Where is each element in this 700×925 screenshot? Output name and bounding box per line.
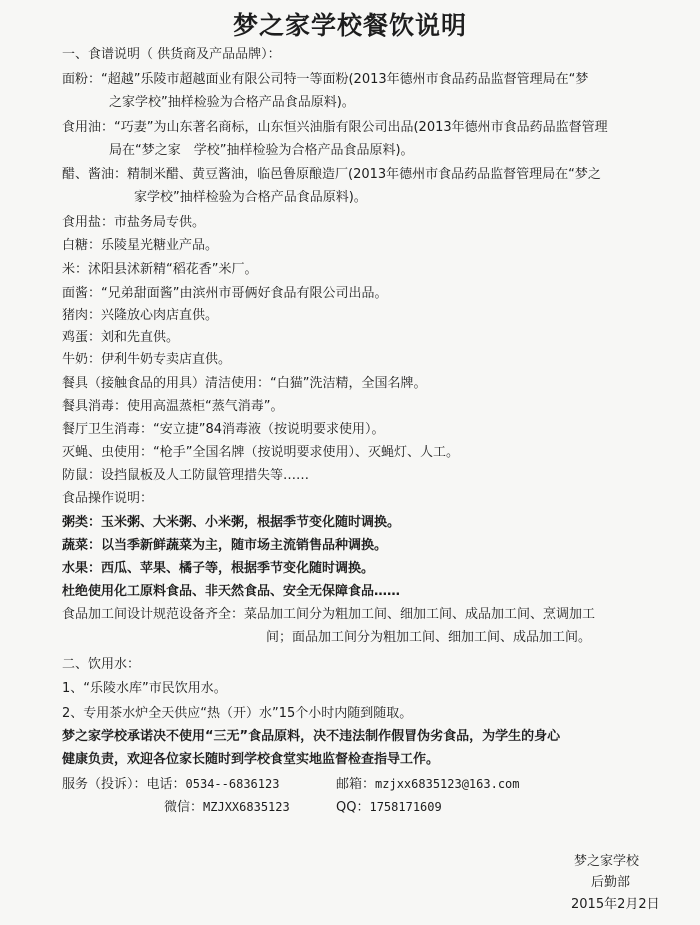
qq-number: 1758171609 [369, 800, 442, 814]
rats-line: 防鼠：设挡鼠板及人工防鼠管理措失等…… [62, 468, 310, 483]
ops-heading: 食品操作说明： [62, 491, 154, 506]
qq-label: QQ： [336, 800, 370, 815]
oil-line-1: 食用油：“巧妻”为山东著名商标，山东恒兴油脂有限公司出品(2013年德州市食品药品监督管理 [62, 120, 608, 135]
phone-number: 0534--6836123 [185, 777, 280, 791]
fruit-line: 水果：西瓜、苹果、橘子等，根据季节变化随时调换。 [62, 561, 375, 576]
wechat-id: MZJXX6835123 [203, 800, 290, 814]
qq-row [336, 799, 442, 816]
contact-row-1 [62, 776, 279, 793]
water-item-2: 2、专用茶水炉全天供应“热（开）水”15个小时内随到随取。 [62, 706, 413, 721]
signature-dept: 后勤部 [591, 875, 631, 890]
signature-org: 梦之家学校 [574, 854, 640, 869]
hall-disinfect-line: 餐厅卫生消毒：“安立捷”84消毒液（按说明要求使用）。 [62, 422, 385, 437]
flies-line: 灭蝇、虫使用：“枪手”全国名牌（按说明要求使用）、灭蝇灯、人工。 [62, 445, 459, 460]
vinegar-line-2: 家学校”抽样检验为合格产品食品原料)。 [134, 190, 367, 205]
email-row [336, 776, 520, 793]
milk-line: 牛奶：伊利牛奶专卖店直供。 [62, 352, 232, 367]
wechat-row [164, 799, 290, 816]
vegetables-line: 蔬菜：以当季新鲜蔬菜为主，随市场主流销售品种调换。 [62, 538, 388, 553]
egg-line: 鸡蛋：刘和先直供。 [62, 330, 180, 345]
salt-line: 食用盐：市盐务局专供。 [62, 215, 206, 230]
promise-line-2: 健康负责，欢迎各位家长随时到学校食堂实地监督检查指导工作。 [62, 752, 440, 767]
sauce-line: 面酱：“兄弟甜面酱”由滨州市哥俩好食品有限公司出品。 [62, 286, 388, 301]
email-label: 邮箱： [336, 777, 376, 792]
page-title: 梦之家学校餐饮说明 [232, 11, 467, 40]
flour-line-1: 面粉：“超越”乐陵市超越面业有限公司特一等面粉(2013年德州市食品药品监督管理局在“梦 [62, 72, 589, 87]
vinegar-line-1: 醋、酱油：精制米醋、黄豆酱油，临邑鲁原酿造厂(2013年德州市食品药品监督管理局在“梦之 [62, 167, 601, 182]
signature-date: 2015年2月2日 [571, 897, 660, 912]
tableware-clean-line: 餐具（接触食品的用具）清洁使用：“白猫”洗洁精，全国名牌。 [62, 376, 427, 391]
pork-line: 猪肉：兴隆放心肉店直供。 [62, 308, 219, 323]
tableware-disinfect-line: 餐具消毒：使用高温蒸柜“蒸气消毒”。 [62, 399, 284, 414]
section1-heading: 一、食谱说明（ 供货商及产品品牌）： [62, 47, 281, 62]
processing-line-2: 间；面品加工间分为粗加工间、细加工间、成品加工间。 [266, 630, 592, 645]
rice-line: 米：沭阳县沭新精“稻花香”米厂。 [62, 262, 258, 277]
sugar-line: 白糖：乐陵星光糖业产品。 [62, 238, 219, 253]
ban-line: 杜绝使用化工原料食品、非天然食品、安全无保障食品…… [62, 584, 401, 599]
flour-line-2: 之家学校”抽样检验为合格产品食品原料)。 [109, 95, 355, 110]
processing-line-1: 食品加工间设计规范设备齐全：菜品加工间分为粗加工间、细加工间、成品加工间、烹调加工 [62, 607, 596, 622]
wechat-label: 微信： [164, 800, 204, 815]
email-address: mzjxx6835123@163.com [375, 777, 520, 791]
oil-line-2: 局在“梦之家 学校”抽样检验为合格产品食品原料)。 [109, 143, 414, 158]
promise-line-1: 梦之家学校承诺决不使用“三无”食品原料，决不违法制作假冒伪劣食品，为学生的身心 [62, 729, 561, 744]
water-item-1: 1、“乐陵水库”市民饮用水。 [62, 681, 227, 696]
service-label: 服务（投诉）：电话： [62, 777, 186, 792]
porridge-line: 粥类：玉米粥、大米粥、小米粥，根据季节变化随时调换。 [62, 515, 401, 530]
section2-heading: 二、饮用水： [62, 657, 141, 672]
